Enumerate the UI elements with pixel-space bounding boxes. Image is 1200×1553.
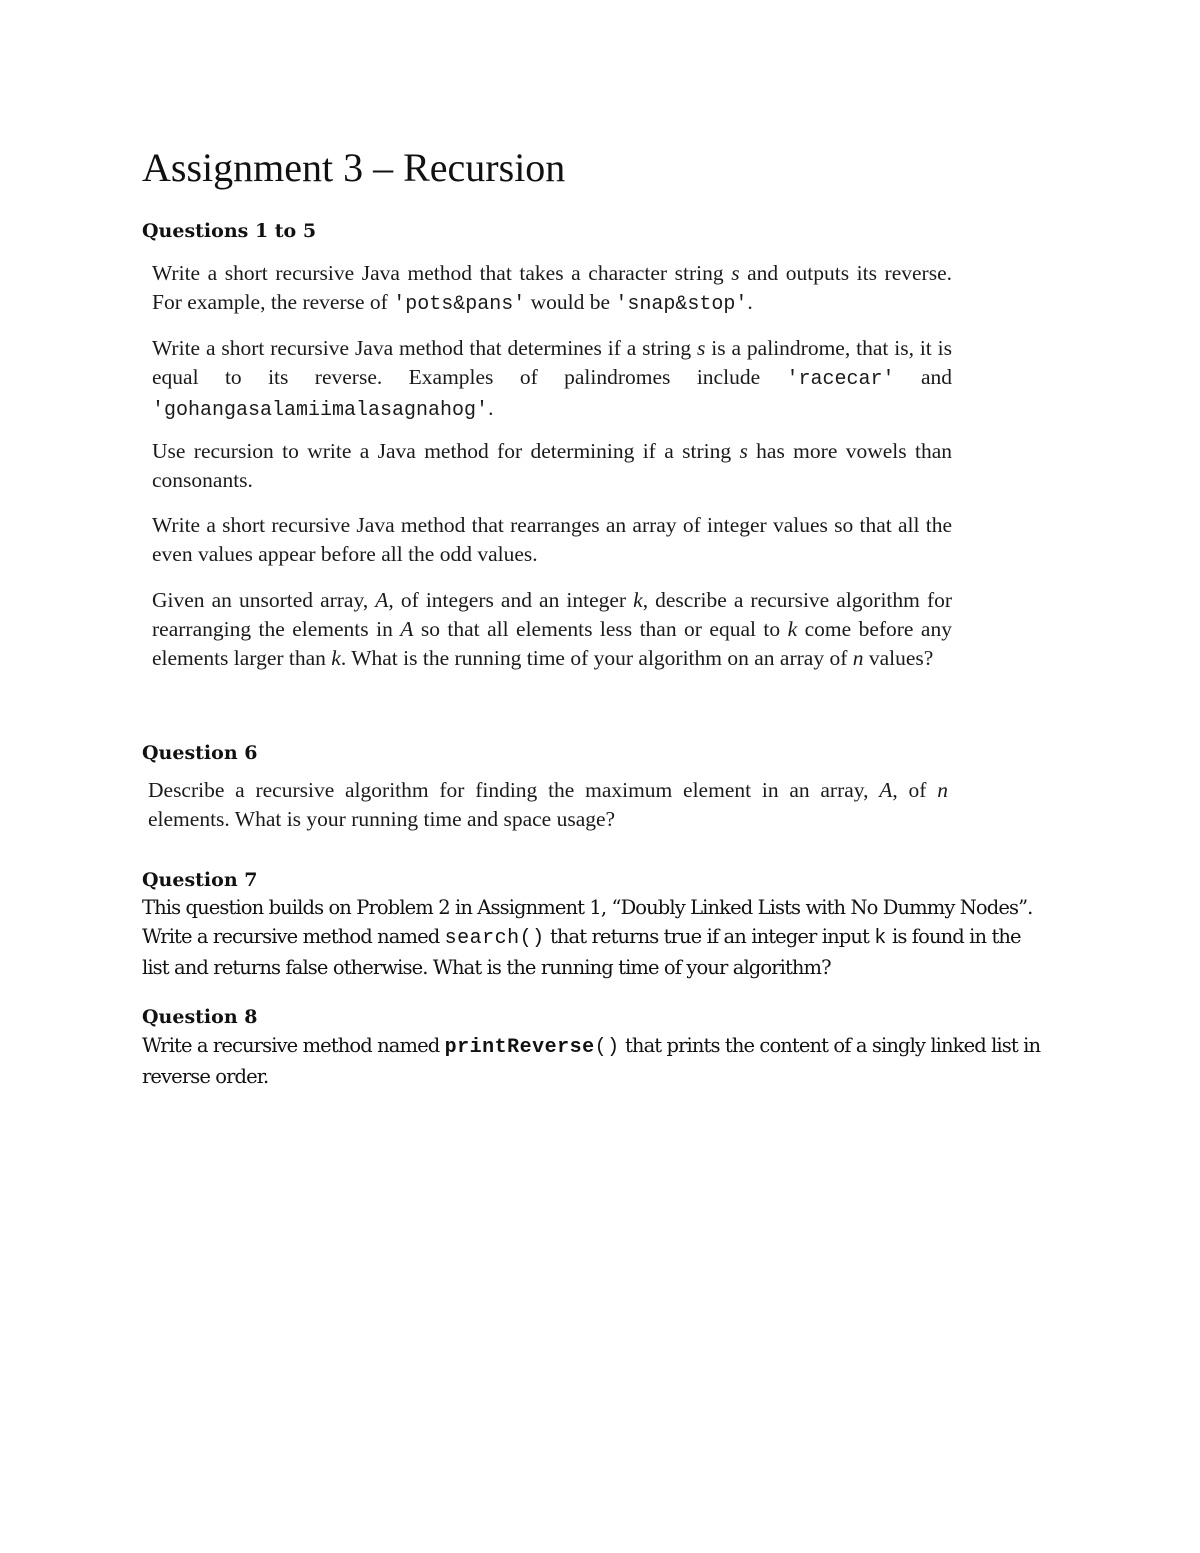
q1-code-example: 'pots&pans' [393, 293, 526, 316]
q5-text-c: , of integers and an integer [388, 588, 634, 612]
question-2-text [152, 334, 952, 425]
q4-text-a: Write a short recursive Java method that rearranges an array of integer values so that all the even values appear before all the odd values. [152, 513, 952, 566]
q8-text-a: Write a recursive method named [142, 1034, 445, 1057]
q5-var-k2: k [787, 617, 798, 641]
section-heading-q6: Question 6 [142, 742, 258, 764]
q3-var-s: s [739, 439, 748, 463]
q3-text-c: has more vowels than consonants. [152, 439, 952, 492]
question-3-text [152, 437, 952, 495]
q8-code-printreverse: printReverse [444, 1036, 595, 1059]
q5-var-a: A [375, 588, 389, 612]
section-heading-q1-5: Questions 1 to 5 [142, 220, 317, 242]
q2-text-a: Write a short recursive Java method that determines if a string [152, 336, 698, 360]
q2-code-racecar: 'racecar' [786, 368, 895, 391]
q1-text-e: would be [525, 290, 616, 314]
q5-text-i: come before any elements larger than [152, 617, 952, 670]
q2-text-c: is a palindrome, that is, it is equal to its reverse. Examples of palindromes include [152, 336, 952, 389]
q8-code-parens: () [594, 1036, 620, 1059]
q6-text-c: , of [892, 778, 938, 802]
q5-text-a: Given an unsorted array, [152, 588, 376, 612]
q8-text-d: that prints the content of a singly linked list in reverse order. [142, 1034, 1041, 1088]
q6-var-n: n [937, 778, 948, 802]
q2-text-e: and [894, 365, 952, 389]
q1-code-result: 'snap&stop' [615, 293, 748, 316]
q7-code-search: search() [444, 927, 545, 950]
section-heading-q7: Question 7 [142, 869, 258, 891]
question-5-text [152, 586, 952, 673]
q5-var-k: k [633, 588, 643, 612]
q1-text-g: . [747, 290, 753, 314]
question-1-text [152, 259, 952, 319]
q5-var-n: n [852, 646, 864, 670]
q1-text-c: and outputs its reverse. For example, the reverse of [152, 261, 952, 314]
q5-var-a2: A [400, 617, 414, 641]
q2-code-palindrome: 'gohangasalamiimalasagnahog' [152, 399, 489, 422]
question-4-text [152, 511, 952, 569]
q6-var-a: A [879, 778, 893, 802]
q5-text-e: , describe a recursive algorithm for rearranging the elements in [152, 588, 953, 641]
q7-text-a: This question builds on Problem 2 in Assignment 1, “Doubly Linked Lists with No Dummy Nodes”. Write a recursive method named [142, 896, 1033, 948]
q5-text-k: . What is the running time of your algorithm on an array of [340, 646, 853, 670]
q5-text-g: so that all elements less than or equal to [413, 617, 788, 641]
q5-var-k3: k [331, 646, 341, 670]
question-8-text [142, 1031, 1042, 1091]
q2-var-s: s [697, 336, 706, 360]
q1-text-a: Write a short recursive Java method that takes a character string [152, 261, 732, 285]
q7-text-e: is found in the list and returns false otherwise. What is the running time of your algorithm? [142, 925, 1021, 979]
question-7-text [142, 893, 1042, 982]
q6-text-e: elements. What is your running time and space usage? [148, 807, 616, 831]
q6-text-a: Describe a recursive algorithm for finding the maximum element in an array, [148, 778, 880, 802]
q1-var-s: s [731, 261, 740, 285]
q7-text-c: that returns true if an integer input [544, 925, 875, 948]
q7-code-k: k [874, 927, 887, 950]
page-title: Assignment 3 – Recursion [142, 145, 566, 190]
question-6-text [148, 776, 948, 834]
q5-text-m: values? [863, 646, 934, 670]
q2-text-g: . [488, 396, 494, 420]
q3-text-a: Use recursion to write a Java method for determining if a string [152, 439, 740, 463]
section-heading-q8: Question 8 [142, 1006, 258, 1028]
